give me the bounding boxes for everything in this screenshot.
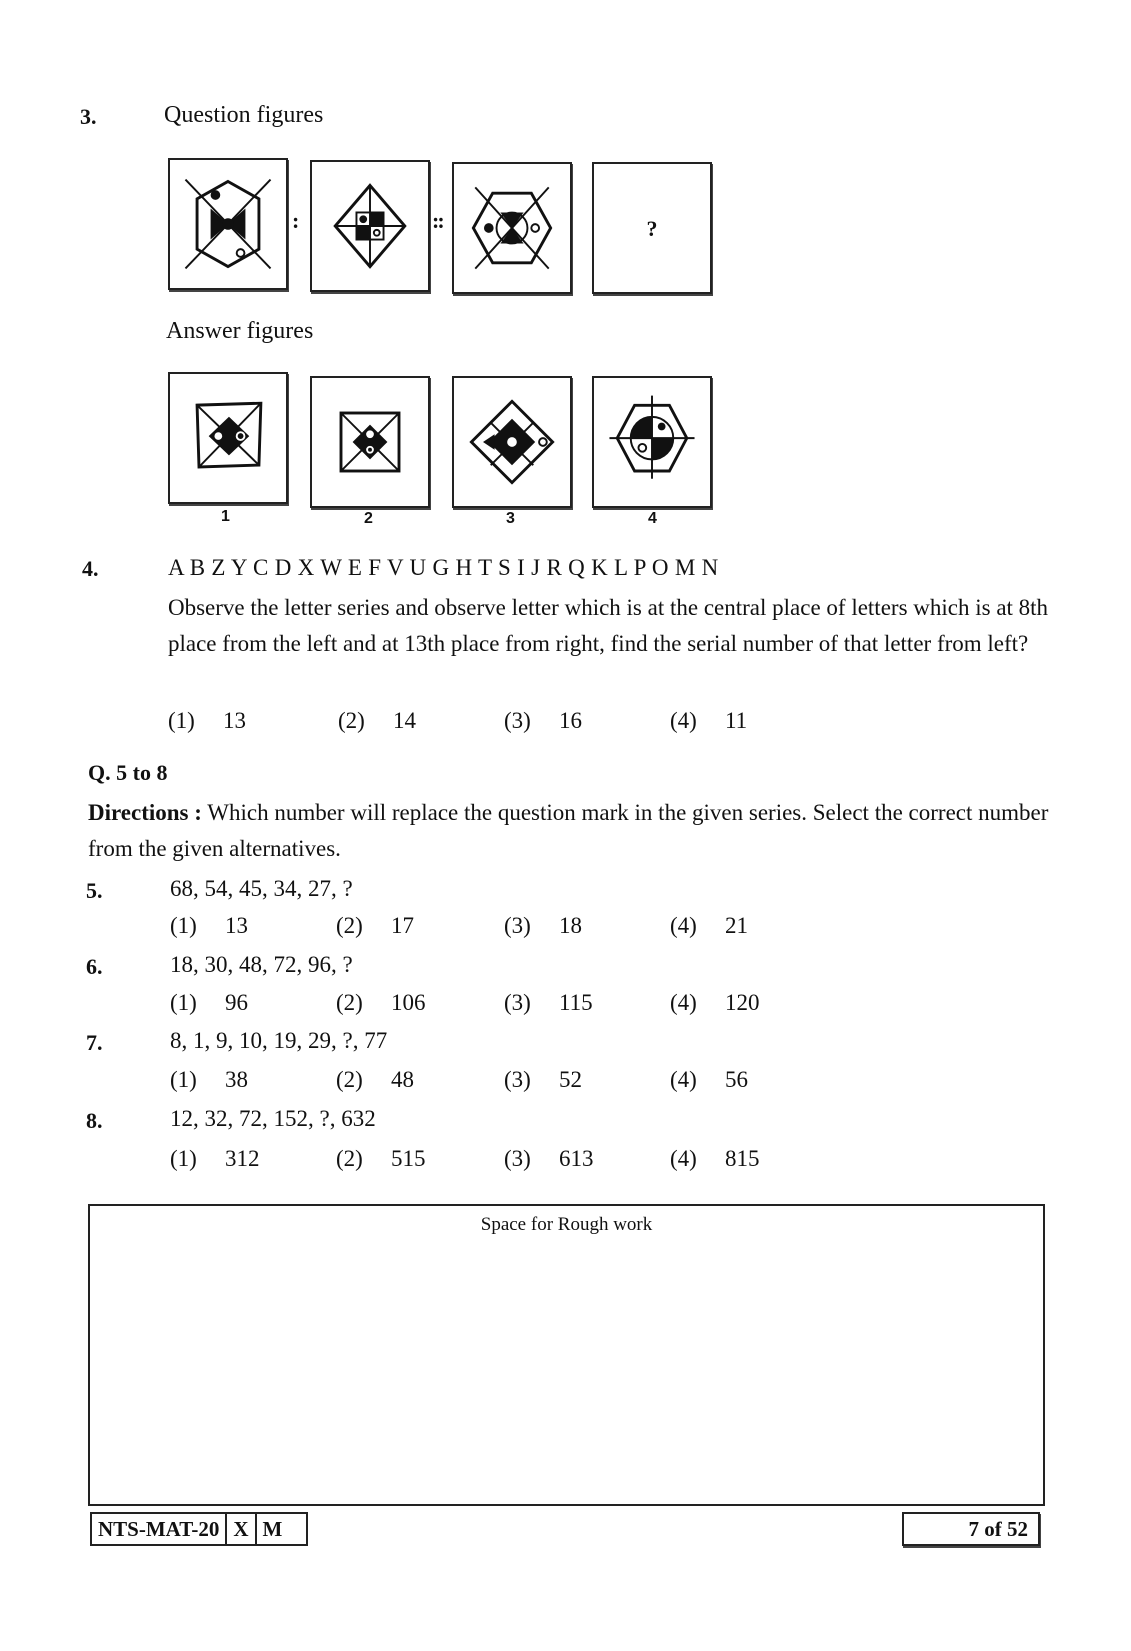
option-3[interactable]: (3) 115 <box>504 990 593 1015</box>
question-figure-1 <box>168 158 288 290</box>
option-2[interactable]: (2) 106 <box>336 990 426 1015</box>
option-3[interactable]: (3) 613 <box>504 1146 594 1171</box>
question-figures-title: Question figures <box>164 102 324 128</box>
question-6-series: 18, 30, 48, 72, 96, ? <box>170 952 353 977</box>
option-3[interactable]: (3) 16 <box>504 708 582 733</box>
page-number: 7 of 52 <box>902 1512 1040 1546</box>
section-heading: Q. 5 to 8 <box>88 760 168 785</box>
question-7-options <box>170 1067 870 1097</box>
option-1[interactable]: (1) 13 <box>168 708 246 733</box>
question-5-options <box>170 913 870 943</box>
question-6-number: 6. <box>86 954 103 979</box>
question-mark: ? <box>646 216 658 241</box>
option-2[interactable]: (2) 17 <box>336 913 414 938</box>
question-4-text: Observe the letter series and observe letter which is at the central place of letters which is at 8th place from the left and at 13th place from right, find the serial number of that letter from left? <box>168 595 1049 656</box>
option-4[interactable]: (4) 56 <box>670 1067 748 1092</box>
question-6-options <box>170 990 870 1020</box>
question-5-number: 5. <box>86 878 103 903</box>
option-2[interactable]: (2) 515 <box>336 1146 426 1171</box>
option-4[interactable]: (4) 815 <box>670 1146 760 1171</box>
paper-code-set: X <box>227 1514 256 1544</box>
rough-work-title: Space for Rough work <box>480 1214 653 1235</box>
paper-code-box <box>90 1512 308 1546</box>
question-3-number: 3. <box>80 104 97 129</box>
directions-text: Which number will replace the question mark in the given series. Select the correct number from the given alternatives. <box>88 800 1049 861</box>
option-1[interactable]: (1) 13 <box>170 913 248 938</box>
option-3[interactable]: (3) 18 <box>504 913 582 938</box>
question-4-options <box>168 708 868 738</box>
ratio-separator: : <box>292 208 298 233</box>
question-8-options <box>170 1146 870 1176</box>
question-8-number: 8. <box>86 1108 103 1133</box>
answer-figures-title: Answer figures <box>166 318 314 344</box>
question-figure-3 <box>452 162 572 294</box>
proportion-separator: :: <box>432 208 443 233</box>
rough-work-area[interactable] <box>88 1204 1045 1506</box>
directions-label: Directions : <box>88 800 202 825</box>
answer-label-3: 3 <box>506 510 515 527</box>
option-1[interactable]: (1) 38 <box>170 1067 248 1092</box>
option-2[interactable]: (2) 14 <box>338 708 416 733</box>
question-8-series: 12, 32, 72, 152, ?, 632 <box>170 1106 376 1131</box>
option-3[interactable]: (3) 52 <box>504 1067 582 1092</box>
option-1[interactable]: (1) 96 <box>170 990 248 1015</box>
option-4[interactable]: (4) 21 <box>670 913 748 938</box>
question-7-number: 7. <box>86 1030 103 1055</box>
option-4[interactable]: (4) 120 <box>670 990 760 1015</box>
directions <box>88 795 1058 867</box>
answer-label-2: 2 <box>364 510 373 527</box>
answer-label-4: 4 <box>648 510 657 527</box>
question-4-letter-series: A B Z Y C D X W E F V U G H T S I J R Q K L P O M N <box>168 555 719 580</box>
paper-code-medium: M <box>262 1517 283 1541</box>
option-1[interactable]: (1) 312 <box>170 1146 260 1171</box>
answer-figure-4[interactable] <box>592 376 712 508</box>
answer-figure-3[interactable] <box>452 376 572 508</box>
answer-label-1: 1 <box>221 508 230 525</box>
answer-figure-1[interactable] <box>168 372 288 504</box>
question-5-series: 68, 54, 45, 34, 27, ? <box>170 876 353 901</box>
answer-figure-2[interactable] <box>310 376 430 508</box>
option-4[interactable]: (4) 11 <box>670 708 748 733</box>
question-figure-2 <box>310 160 430 292</box>
option-2[interactable]: (2) 48 <box>336 1067 414 1092</box>
question-7-series: 8, 1, 9, 10, 19, 29, ?, 77 <box>170 1028 388 1053</box>
paper-code: NTS-MAT-20 <box>92 1514 227 1544</box>
question-4-number: 4. <box>82 556 99 581</box>
question-figure-unknown <box>592 162 712 294</box>
